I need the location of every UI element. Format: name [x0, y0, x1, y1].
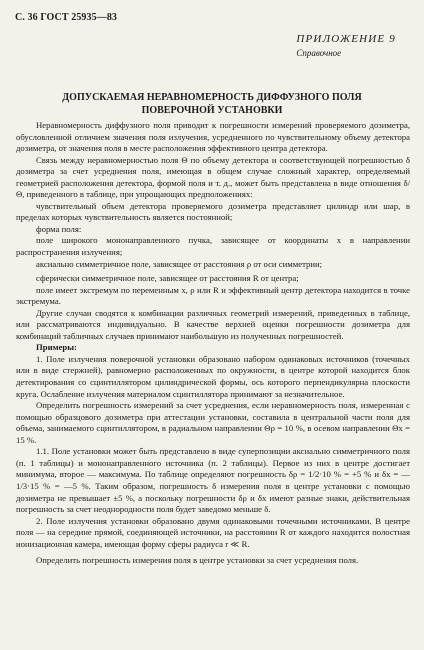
- paragraph: аксиально симметричное поле, зависящее от расстояния ρ от оси симметрии;: [36, 258, 323, 269]
- paragraph: чувствительный объем детектора проверяемого дозиметра представляет цилиндр или шар, в пределах которых чувствительность является постоянной;: [16, 200, 410, 223]
- paragraph: 1. Поле излучения поверочной установки образовано набором одинаковых источников (точечных или в виде стержней), равномерно расположенных по окружности, в центре которой находится блок детектирования со сцинтиллятором цилиндрической формы, ось которого перпендикулярна плоскости круга. Ослабление излучения материалом сцинтиллятора принимают за незначительное.: [16, 353, 410, 399]
- body-text: [16, 120, 410, 567]
- paragraph: поле широкого мононаправленного пучка, зависящее от координаты x в направлении распространения излучения;: [16, 235, 410, 258]
- paragraph: Другие случаи сводятся к комбинации различных геометрий измерений, приведенных в таблице, или рассматриваются индивидуально. В качестве верхней оценки погрешности дозиметра для комбинаций табличных случаев принимают наибольшую из полученных погрешностей.: [16, 307, 410, 341]
- paragraph: Неравномерность диффузного поля приводит к погрешности измерений проверяемого дозиметра, обусловленной отличием значения поля излучения, усредненного по чувствительному объему детектора дозиметра, от значения поля в месте расположения эффективного центра детектора.: [16, 120, 410, 154]
- page-header: С. 36 ГОСТ 25935—83: [15, 12, 118, 23]
- appendix-label: [296, 33, 396, 58]
- paragraph: 2. Поле излучения установки образовано двумя одинаковыми точечными источниками. В центре поля — на середине прямой, соединяющей источники, на расстоянии R от каждого находится полостная ионизационная камера, имеющая форму сферы радиуса r ≪ R.: [16, 515, 410, 549]
- paragraph: Определить погрешность измерений за счет усреднения, если неравномерность поля, измеренная с помощью образцового дозиметра при аттестации установки, составила в центральной части поля для объема, занимаемого сцинтиллятором, в радиальном направлении Θρ = 10 %, в осевом направлении Θx = 15 %.: [16, 400, 410, 445]
- paragraph: поле имеет экстремум по переменным x, ρ или R и эффективный центр детектора находится в точке экстремума.: [16, 284, 410, 307]
- paragraph: сферически симметричное поле, зависящее от расстояния R от центра;: [36, 273, 299, 284]
- appendix-title: ПРИЛОЖЕНИЕ 9: [296, 33, 396, 45]
- paragraph: 1.1. Поле установки может быть представлено в виде суперпозиции аксиально симметричного поля (п. 1 таблицы) и мононаправленного источника (п. 2 таблицы). Первое из них в центре достигает минимума, второе — максимума. По таблице определяют погрешность δρ = 1/2·10 % = +5 % и δx = —1/3·15 % = —5 %. Таким образом, погрешность δ измерения поля в центре установки с помощью дозиметра не превышает ±5 %, а поскольку погрешности δρ и δx имеют разные знаки, действительная погрешность за счет неоднородности поля будет заведомо меньше δ.: [16, 446, 410, 515]
- paragraph: форма поля:: [36, 223, 82, 234]
- examples-heading: Примеры:: [36, 342, 77, 353]
- section-title-line-2: ПОВЕРОЧНОЙ УСТАНОВКИ: [141, 105, 283, 116]
- section-title-line-1: ДОПУСКАЕМАЯ НЕРАВНОМЕРНОСТЬ ДИФФУЗНОГО ПОЛЯ: [62, 92, 362, 103]
- paragraph: Определить погрешность измерения поля в центре установки за счет усреднения поля.: [36, 555, 359, 566]
- appendix-subtitle: Справочное: [296, 48, 342, 58]
- paragraph: Связь между неравномерностью поля Θ по объему детектора и соответствующей погрешностью δ дозиметра за счет усреднения поля, имеющая в общем случае сложный характер, определяемый геометрией расположения детектора, формой поля и т. д., может быть представлена в виде отношения δ/Θ, приведенного в таблице, при упрощающих предположениях:: [16, 154, 410, 200]
- section-title: [0, 91, 424, 117]
